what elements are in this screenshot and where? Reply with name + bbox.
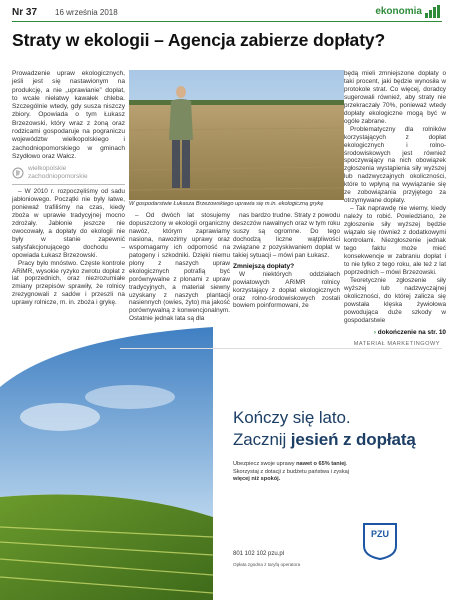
article-column-2	[129, 212, 230, 323]
paragraph: nas bardzo trudne. Straty z powodu deszczów nawalnych oraz w tym roku suszy są ogromne. Do tego dochodzą liczne wątpliwości związane z pozyskiwaniem dopłat w takiej sytuacji – mówi pan Łukasz.	[233, 212, 340, 259]
paragraph: – Od dwóch lat stosujemy dopuszczony w ekologii organiczny nawóz, którym zaprawiamy nasiona, nawozimy uprawy oraz wspomagamy ich odporność na patogeny i szkodniki. Dzięki niemu plony z naszych upraw ekologicznych potrafią być porównywalne z plonami z upraw tradycyjnych, a materiał siewny uzyskany z naszych plantacji nasiennych (owies, żyto) ma jakość porównywalną z konwencjonalnym. Ostatnie jednak lata są dla	[129, 212, 230, 323]
photo-caption: W gospodarstwie Łukasza Brzezowskiego uprawia się m.in. ekologiczną grykę	[129, 201, 324, 207]
continued-marker: ›	[373, 328, 377, 336]
continued-note	[344, 329, 446, 337]
header-divider	[12, 21, 442, 22]
pzu-logo-icon	[360, 520, 400, 560]
ad-divider	[120, 348, 442, 349]
region-line-1: wielkopolskie	[28, 165, 67, 172]
ad-headline-2	[233, 430, 416, 450]
paragraph: W niektórych oddziałach powiatowych ARiMR rolnicy korzystający z dopłat ekologicznych oraz rolno-środowiskowych zostali bowiem poinformowani, że	[233, 270, 340, 310]
continued-text: dokończenie na str. 10	[377, 328, 446, 336]
lead-divider	[12, 184, 125, 185]
ad-headline-1: Kończy się lato.	[233, 408, 351, 427]
issue-number: Nr 37	[12, 7, 38, 18]
bar-chart-icon	[425, 6, 441, 18]
ad-body	[233, 461, 433, 484]
region-line-2: zachodniopomorskie	[28, 172, 88, 180]
paragraph: – W 2010 r. rozpoczęliśmy od sadu jabłoniowego. Początki nie były łatwe, ponieważ trafiliśmy na czas, kiedy zboża w uprawie tradycyjnej mocno zdrożały. Jabłonie jeszcze nie owocowały, a dopłaty do ekologii nie były w stanie zapewnić satysfakcjonującego dochodu – opowiada Łukasz Brzezowski.	[12, 188, 125, 259]
subheading: Zmniejszą dopłaty?	[233, 262, 295, 270]
ad-contact: 801 102 102 pzu.pl	[233, 551, 285, 557]
article-column-4	[344, 70, 446, 336]
issue-date: 16 września 2018	[55, 8, 118, 17]
ad-body-2-bold: więcej niż spokój.	[233, 476, 281, 482]
article-lead: Prowadzenie upraw ekologicznych, jeśli jest się nastawionym na produkcję, a nie „uprawianie” dopłat, to wcale niełatwy kawałek chleba. Szczególnie wtedy, gdy susza niszczy zbiory. Opowiada o tym Łukasz Brzezowski, który wraz z żoną oraz rodzicami gospodaruje na pograniczu województw wielkopolskiego i zachodniopomorskiego w gminach Szydłowo oraz Wałcz.	[12, 70, 125, 160]
article-column-1	[12, 188, 125, 307]
section-name: ekonomia	[375, 6, 422, 17]
ad-headline-2-pre: Zacznij	[233, 430, 291, 449]
paragraph: Pracy było mnóstwo. Częste kontrole ARiMR, wysokie ryzyko zwrotu dopłat z lat poprzednich, oraz niezrozumiałe zmiany przepisów sprawiły, że rolnicy zrezygnowali z sadów i przeszli na uprawy rolnicze, m. in. zboża i grykę.	[12, 259, 125, 307]
article-column-3	[233, 212, 340, 310]
ad-body-2: Skorzystaj z dotacji z budżetu państwa i zyskaj	[233, 468, 349, 475]
paragraph: Teoretycznie zgłoszenie siły wyższej lub nadzwyczajnej okoliczności, do której zalicza się powstała klęska żywiołowa powodująca duże szkody w gospodarstwie	[344, 276, 446, 324]
paragraph: Problematyczny dla rolników korzystających z dopłat ekologicznych i rolno-środowiskowych jest również spoczywający na nich obowiązek zgłoszenia wystąpienia siły wyższej lub nadzwyczajnych okoliczności, które to wpłyną na wywiązanie się ze zobowiązania przyjętego za otrzymywane dopłaty.	[344, 125, 446, 205]
paragraph: – Tak naprawdę nie wiemy, kiedy należy to robić. Powiedziano, że zgłoszenie siły wyższej będzie wiązało się również z dodatkowymi kontrolami. Niezgłoszenie jednak tego faktu może mieć konsekwencje w zabraniu dopłat i to nie tylko z tego roku, ale też z lat poprzednich – mówi Brzezowski.	[344, 205, 446, 276]
pzu-logo-text: PZU	[371, 529, 389, 539]
ad-body-1-post: .	[345, 461, 348, 467]
paragraph: będą mieli zmniejszone dopłaty o taki procent, jaki będzie wynosiła w protokole strat. Co więcej, doradcy sugerowali również, aby straty nie przekraczały 70%, ponieważ wtedy dopłaty ekologiczne mogą być w ogóle zabrane.	[344, 70, 446, 125]
ad-label: MATERIAŁ MARKETINGOWY	[353, 341, 440, 347]
ad-fine-print: Opłata zgodna z taryfą operatora	[233, 562, 301, 567]
article-title: Straty w ekologii – Agencja zabierze dopłaty?	[12, 30, 386, 50]
ad-body-1-pre: Ubezpiecz swoje uprawy	[233, 461, 297, 467]
region-map-icon	[12, 167, 24, 179]
article-photo	[129, 70, 344, 200]
region-logo	[12, 165, 125, 180]
ad-field-image	[0, 327, 213, 600]
ad-body-1-bold: nawet o 65% taniej	[296, 461, 346, 467]
ad-headline-2-bold: jesień z dopłatą	[290, 430, 416, 449]
